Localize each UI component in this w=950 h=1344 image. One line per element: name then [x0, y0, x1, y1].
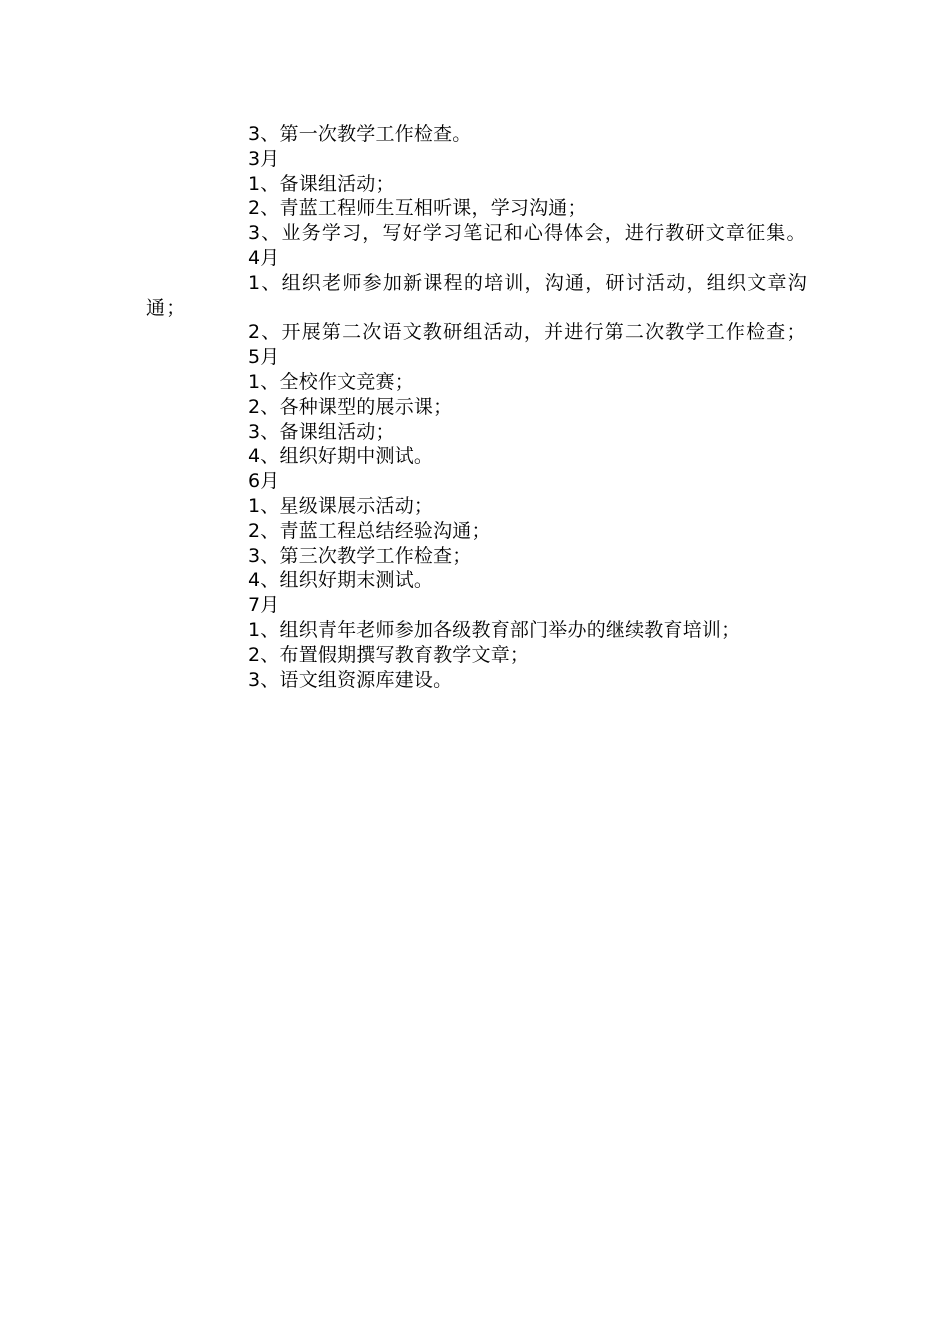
month-heading: 7月: [248, 594, 280, 617]
paragraph-wrapped: 1、组织老师参加新课程的培训，沟通，研讨活动，组织文章沟通；: [146, 271, 808, 319]
document-body: [146, 122, 808, 692]
month-heading: 6月: [248, 470, 280, 493]
paragraph-line: 2、布置假期撰写教育教学文章；: [248, 643, 530, 666]
paragraph-line: 2、青蓝工程总结经验沟通；: [248, 519, 491, 542]
month-heading: 4月: [248, 246, 280, 269]
paragraph-line: 1、组织青年老师参加各级教育部门举办的继续教育培训；: [248, 618, 741, 641]
paragraph-wrapped: 2、开展第二次语文教研组活动，并进行第二次教学工作检查；: [248, 321, 807, 344]
paragraph-line: 4、组织好期末测试。: [248, 569, 434, 592]
paragraph-line: 1、星级课展示活动；: [248, 494, 434, 517]
paragraph-line: 3、语文组资源库建设。: [248, 668, 453, 691]
paragraph-line: 3、第一次教学工作检查。: [248, 123, 472, 145]
paragraph-wrapped: 3、业务学习，写好学习笔记和心得体会，进行教研文章征集。: [248, 222, 807, 245]
paragraph-line: 4、组织好期中测试。: [248, 445, 434, 468]
paragraph-line: 2、各种课型的展示课；: [248, 395, 453, 418]
paragraph-line: 3、备课组活动；: [248, 420, 395, 443]
month-heading: 3月: [248, 147, 280, 170]
month-heading: 5月: [248, 346, 280, 369]
paragraph-line: 3、第三次教学工作检查；: [248, 544, 472, 567]
paragraph-line: 1、全校作文竞赛；: [248, 370, 414, 393]
paragraph-line: 2、青蓝工程师生互相听课，学习沟通；: [248, 197, 587, 220]
paragraph-line: 1、备课组活动；: [248, 172, 395, 195]
